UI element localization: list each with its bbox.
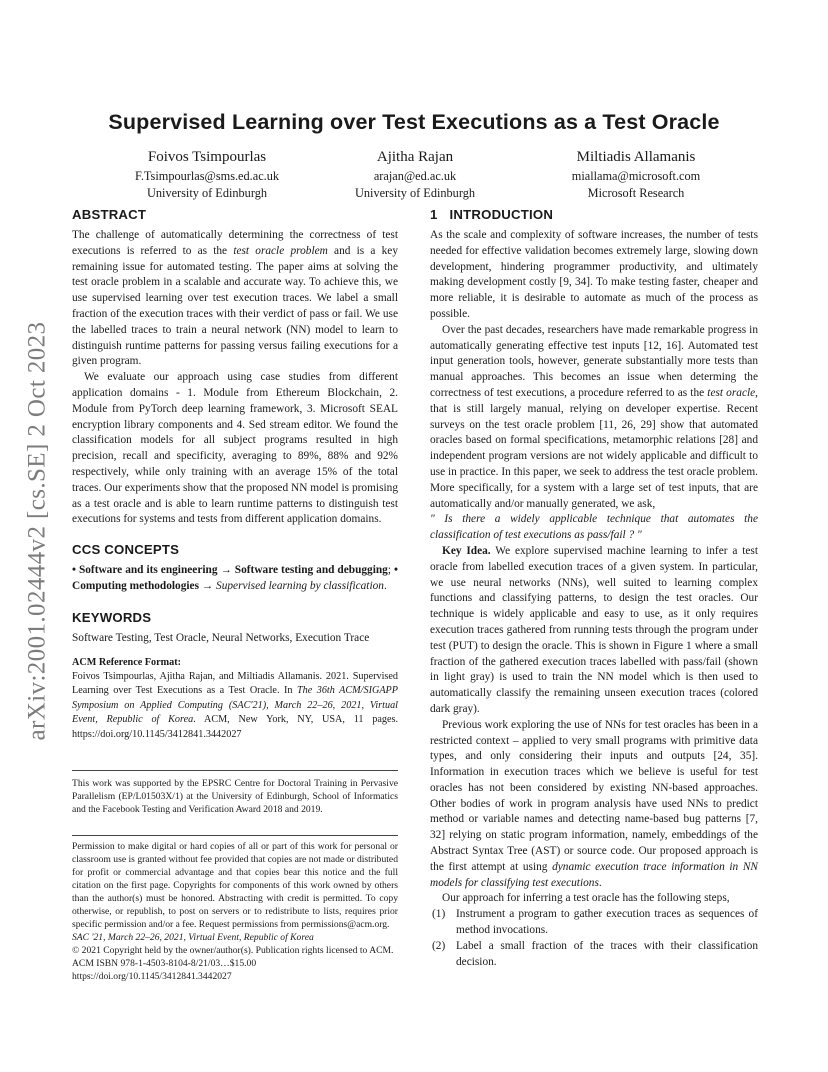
footnote-rule — [72, 770, 398, 771]
acm-reference-text: Foivos Tsimpourlas, Ajitha Rajan, and Miltiadis Allamanis. 2021. Supervised Learning over Test Executions as a Test Oracle. In The 36th ACM/SIGAPP Symposium on Applied Computing (SAC'21), March 22–26, 2021, Virtual Event, Republic of Korea. ACM, New York, NY, USA, 11 pages. https://doi.org/10.1145/3412841.3442027 — [72, 670, 398, 740]
research-question: " Is there a widely applicable technique that automates the classification of test executions as pass/fail ? " — [430, 513, 758, 542]
list-item: (2) Label a small fraction of the traces with their classification decision. — [432, 939, 758, 968]
author-email: F.Tsimpourlas@sms.ed.ac.uk — [134, 169, 280, 183]
acm-reference — [72, 656, 398, 742]
author-email: arajan@ed.ac.uk — [373, 169, 457, 183]
approach-steps — [430, 907, 758, 970]
footnote-rule — [72, 835, 398, 836]
permission-text: Permission to make digital or hard copies of all or part of this work for personal or classroom use is granted without fee provided that copies are not made or distributed for profit or commercial advantage and that copies bear this notice and the full citation on the first page. Copyrights for components of this work owned by others than the author(s) must be honored. Abstracting with credit is permitted. To copy otherwise, or republish, to post on servers or to redistribute to lists, requires prior specific permission and/or a fee. Request permissions from permissions@acm.org. — [72, 841, 398, 930]
key-idea-paragraph: Key Idea. We explore supervised machine learning to infer a test oracle from labelled execution traces of a given system. In particular, we use neural networks (NNs), well suited to learning complex functions and classifying patterns, to design the test oracles. Our technique is widely applicable and easy to use, as it only requires execution traces gathered from running tests through the program under test (PUT) to design the oracle. This is shown in Figure 1 where a small fraction of the gathered execution traces labelled with pass/fail (shown in light gray) is used to train the NN model which is then used to automatically classify the remaining unseen execution traces (colored dark gray). — [430, 544, 758, 715]
isbn-line: ACM ISBN 978-1-4503-8104-8/21/03…$15.00 — [72, 958, 257, 969]
funding-text: This work was supported by the EPSRC Centre for Doctoral Training in Pervasive Parallelism (EP/L01503X/1) at the University of Edinburgh, School of Informatics and the Facebook Testing and Verification Award 2018 and 2019. — [72, 778, 398, 815]
author-affiliation: Microsoft Research — [587, 185, 685, 200]
author-name: Ajitha Rajan — [376, 149, 454, 165]
author-email: miallama@microsoft.com — [571, 169, 701, 183]
intro-paragraph: Our approach for inferring a test oracle has the following steps, — [442, 892, 730, 905]
left-column — [72, 206, 398, 742]
keywords-heading: KEYWORDS — [72, 609, 152, 625]
abstract-heading: ABSTRACT — [72, 207, 147, 222]
author-name: Foivos Tsimpourlas — [147, 149, 267, 165]
right-column — [430, 206, 758, 970]
author-block — [511, 148, 761, 201]
acm-reference-heading: ACM Reference Format: — [72, 656, 181, 668]
keywords-text: Software Testing, Test Oracle, Neural Networks, Execution Trace — [72, 631, 370, 644]
section-heading: 1 INTRODUCTION — [430, 207, 554, 222]
author-affiliation: University of Edinburgh — [355, 185, 475, 200]
abstract-paragraph: The challenge of automatically determining the correctness of test executions is referred to as the test oracle problem and is a key remaining issue for automated testing. The paper aims at solving the test oracle problem in a scalable and accurate way. To achieve this, we use supervised learning over test execution traces. We label a small fraction of the execution traces with their verdict of pass or fail. We use the labelled traces to train a neural network (NN) model to learn to distinguish runtime patterns for passing versus failing executions for a given program. — [72, 229, 399, 368]
paper-title: Supervised Learning over Test Executions as a Test Oracle — [108, 110, 720, 134]
permission-note — [72, 835, 398, 983]
funding-note — [72, 770, 398, 816]
intro-paragraph: Previous work exploring the use of NNs for test oracles has been in a restricted context – applied to very small programs with primitive data types, and only considering their inputs and outputs [24, 35]. Information in execution traces which we believe is useful for test oracles has not been considered by existing NN-based approaches. Other bodies of work in program analysis have used NNs to predict method or variable names and detecting name-based bug patterns [7, 32] relying on static program information, namely, embeddings of the Abstract Syntax Tree (AST) or source code. Our proposed approach is the first attempt at using dynamic execution trace information in NN models for classifying test executions. — [430, 718, 758, 889]
author-name: Miltiadis Allamanis — [576, 149, 696, 165]
list-item: (1) Instrument a program to gather execution traces as sequences of method invocations. — [432, 908, 758, 937]
author-block — [290, 148, 540, 201]
conference-line: SAC '21, March 22–26, 2021, Virtual Event, Republic of Korea — [72, 932, 314, 943]
ccs-heading: CCS CONCEPTS — [72, 542, 180, 558]
doi-line: https://doi.org/10.1145/3412841.3442027 — [72, 971, 232, 982]
author-affiliation: University of Edinburgh — [147, 185, 267, 200]
arxiv-identifier: arXiv:2001.02444v2 [cs.SE] 2 Oct 2023 — [23, 321, 51, 741]
intro-paragraph: As the scale and complexity of software increases, the number of tests needed for effective validation becomes extremely large, slowing down development, hindering programmer productivity, and ultimately making development costly [9, 34]. To make testing faster, cheaper and more reliable, it is desirable to automate as much of the process as possible. — [430, 229, 758, 320]
ccs-concepts: • Software and its engineering → Software testing and debugging; • Computing methodologies → Supervised learning by classification. — [72, 564, 398, 592]
abstract-paragraph: We evaluate our approach using case studies from different application domains - 1. Module from Ethereum Blockchain, 2. Module from PyTorch deep learning framework, 3. Microsoft SEAL encryption library components and 4. Sed stream editor. We found the classification models for all subject programs resulted in high precision, recall and specificity, averaging to 89%, 88% and 92% respectively, while only training with an average 15% of the total traces. Our experiments show that the proposed NN model is promising as a test oracle and is able to learn runtime patterns to distinguish test executions for systems and tests from different application domains. — [72, 371, 398, 526]
copyright-line: © 2021 Copyright held by the owner/author(s). Publication rights licensed to ACM. — [72, 945, 394, 956]
intro-paragraph: Over the past decades, researchers have made remarkable progress in automatically generating effective test inputs [12, 16]. Automated test input generation tools, however, generate substantially more tests than manual approaches. This becomes an issue when determing the correctness of test executions, a procedure referred to as the test oracle, that is still largely manual, relying on developer expertise. Recent surveys on the test oracle problem [11, 26, 29] show that automated oracles based on formal specifications, metamorphic relations [28] and independent program versions are not widely applicable and difficult to use in practice. In this paper, we seek to address the test oracle problem. More specifically, for a system with a large set of test inputs, that are automatically and/or manually generated, we ask, — [430, 323, 759, 510]
